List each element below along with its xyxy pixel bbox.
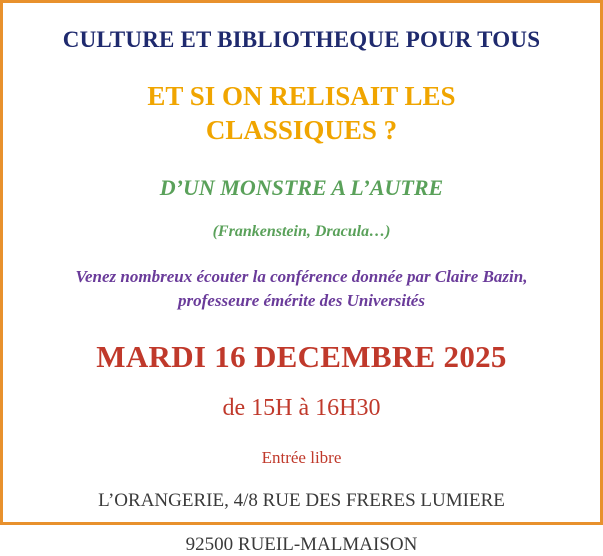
event-title-line-2: CLASSIQUES ? [205,115,398,146]
event-title-line-1: ET SI ON RELISAIT LES [147,81,456,111]
event-hours: de 15H à 16H30 [222,395,381,422]
venue-address-line-1: L’ORANGERIE, 4/8 RUE DES FRERES LUMIERE [98,490,505,512]
event-subtitle: D’UN MONSTRE A L’AUTRE [159,175,444,201]
invitation-line-1: Venez nombreux écouter la conférence donnée par Claire Bazin, [75,267,528,287]
event-title [23,79,580,147]
organization-title: CULTURE ET BIBLIOTHEQUE POUR TOUS [62,27,541,52]
venue-address-line-2: 92500 RUEIL-MALMAISON [185,534,418,556]
event-date: MARDI 16 DECEMBRE 2025 [96,339,507,375]
invitation-line-2: professeure émérite des Universités [178,291,425,311]
invitation-text [23,265,580,313]
event-subtitle-note: (Frankenstein, Dracula…) [212,223,391,241]
entry-fee: Entrée libre [261,448,342,468]
